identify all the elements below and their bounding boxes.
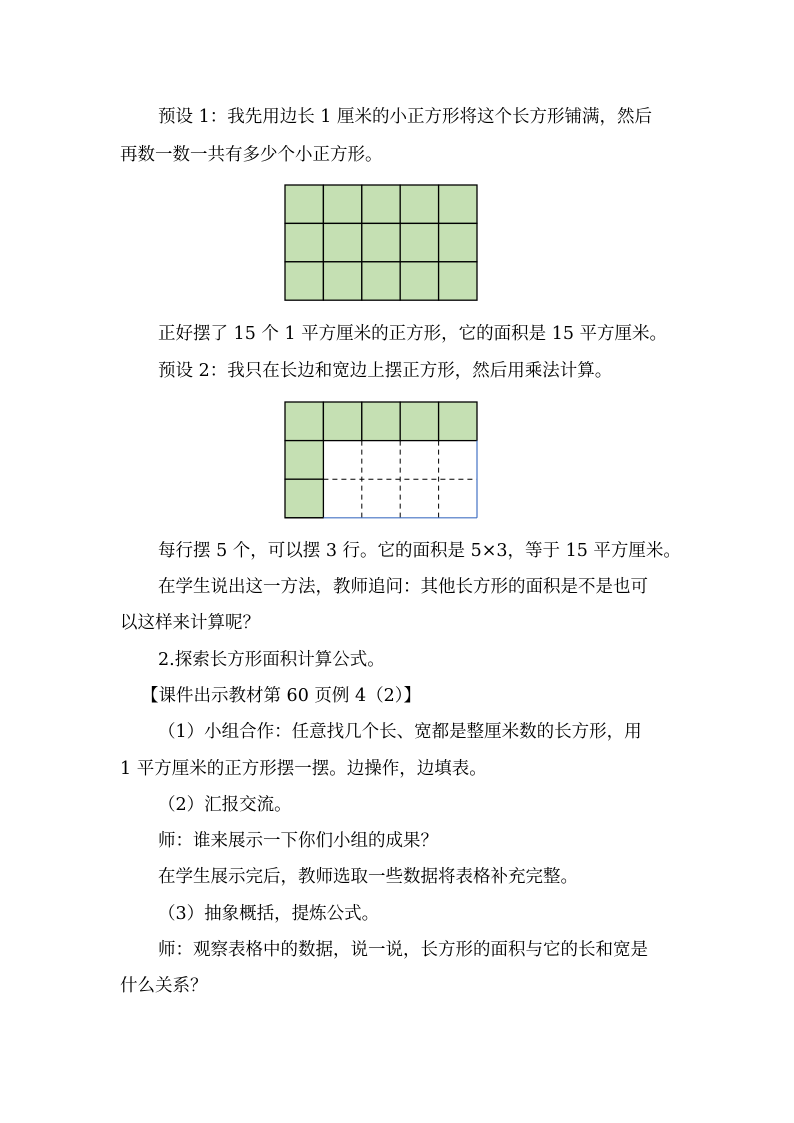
paragraph-group-work-line1: （1）小组合作：任意找几个长、宽都是整厘米数的长方形，用 — [158, 722, 642, 742]
paragraph-teacher-question-line1: 在学生说出这一方法，教师追问：其他长方形的面积是不是也可 — [158, 577, 648, 597]
edge-tiling-grid — [285, 402, 477, 518]
paragraph-teacher-question-line2: 以这样来计算呢？ — [120, 613, 260, 633]
paragraph-after-display: 在学生展示完后，教师选取一些数据将表格补充完整。 — [158, 867, 578, 887]
square-cell — [362, 262, 400, 300]
paragraph-observe-line2: 什么关系？ — [120, 976, 208, 996]
section-heading-explore-formula: 2.探索长方形面积计算公式。 — [158, 650, 385, 670]
paragraph-preset1-line2: 再数一数一共有多少个小正方形。 — [120, 145, 383, 165]
square-cell — [285, 441, 323, 480]
square-cell — [362, 223, 400, 261]
square-cell — [285, 402, 323, 441]
square-cell — [285, 223, 323, 261]
paragraph-observe-line1: 师：观察表格中的数据，说一说，长方形的面积与它的长和宽是 — [158, 940, 648, 960]
paragraph-teacher-prompt: 师：谁来展示一下你们小组的成果？ — [158, 831, 438, 851]
paragraph-report: （2）汇报交流。 — [158, 795, 292, 815]
square-cell — [400, 223, 438, 261]
full-tiling-grid — [285, 185, 477, 300]
square-cell — [439, 262, 477, 300]
square-cell — [323, 185, 361, 223]
paragraph-preset2: 预设 2：我只在长边和宽边上摆正方形，然后用乘法计算。 — [158, 361, 613, 381]
square-cell — [400, 402, 438, 441]
square-cell — [439, 402, 477, 441]
square-cell — [362, 185, 400, 223]
square-cell — [362, 402, 400, 441]
paragraph-rows-calc: 每行摆 5 个，可以摆 3 行。它的面积是 5×3，等于 15 平方厘米。 — [158, 541, 681, 561]
paragraph-abstract: （3）抽象概括，提炼公式。 — [158, 904, 380, 924]
square-cell — [400, 262, 438, 300]
square-cell — [285, 262, 323, 300]
courseware-note: 【课件出示教材第 60 页例 4（2）】 — [141, 686, 421, 706]
square-cell — [439, 185, 477, 223]
square-cell — [285, 479, 323, 518]
paragraph-exact-count: 正好摆了 15 个 1 平方厘米的正方形，它的面积是 15 平方厘米。 — [158, 324, 668, 344]
square-cell — [323, 262, 361, 300]
square-cell — [323, 402, 361, 441]
square-cell — [323, 223, 361, 261]
square-cell — [439, 223, 477, 261]
paragraph-group-work-line2: 1 平方厘米的正方形摆一摆。边操作，边填表。 — [120, 759, 487, 779]
square-cell — [400, 185, 438, 223]
paragraph-preset1-line1: 预设 1：我先用边长 1 厘米的小正方形将这个长方形铺满，然后 — [158, 107, 652, 127]
square-cell — [285, 185, 323, 223]
